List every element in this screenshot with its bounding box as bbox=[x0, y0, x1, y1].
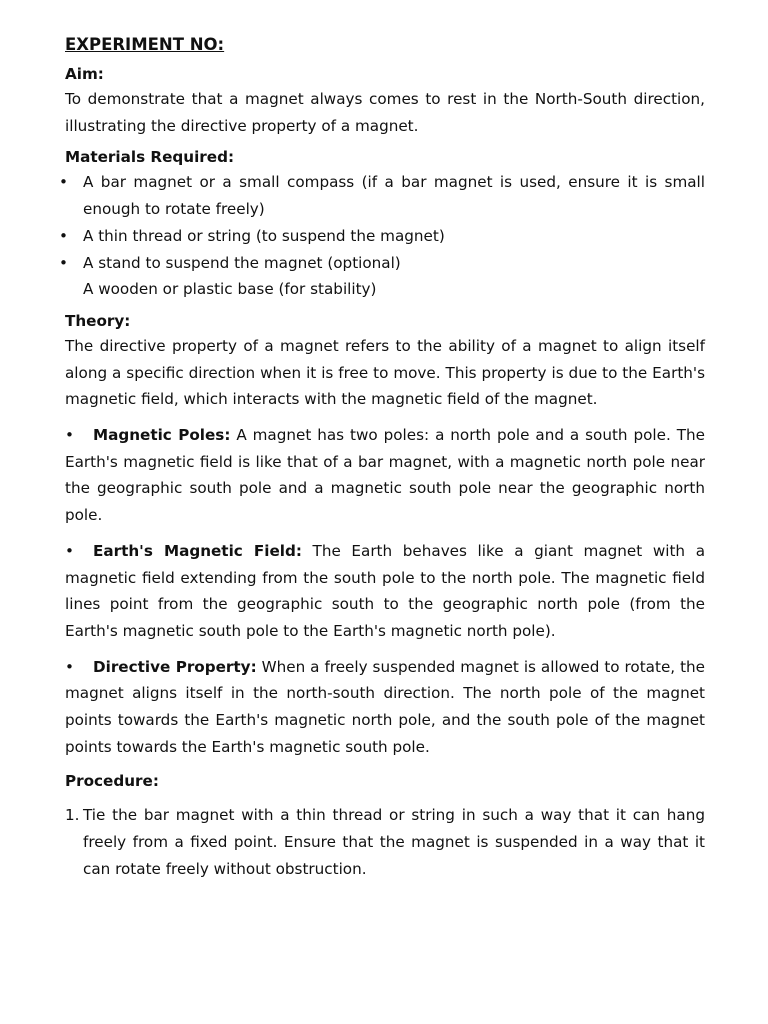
bullet-icon: • bbox=[59, 173, 68, 192]
procedure-heading: Procedure: bbox=[65, 772, 159, 791]
theory-point-magnetic-poles bbox=[65, 422, 705, 529]
theory-heading: Theory: bbox=[65, 311, 131, 330]
theory-point-label: Directive Property: bbox=[93, 657, 257, 676]
theory-point-text: A magnet has two poles: a north pole and a south pole. The Earth's magnetic field is like that of a bar magnet, with a magnetic north pole near the geographic south pole and a magnetic south pole near the geographic north pole. bbox=[65, 426, 705, 525]
materials-list bbox=[59, 169, 705, 303]
theory-point-text: When a freely suspended magnet is allowed to rotate, the magnet aligns itself in the north-south direction. The north pole of the magnet points towards the Earth's magnetic north pole, and the south pole of the magnet points towards the Earth's magnetic south pole. bbox=[65, 657, 706, 756]
theory-point-earths-magnetic-field bbox=[65, 538, 705, 645]
procedure-step bbox=[65, 802, 705, 882]
theory-point-text: The Earth behaves like a giant magnet with a magnetic field extending from the south pole to the north pole. The magnetic field lines point from the geographic south to the geographic north pole (from the Earth's magnetic south pole to the Earth's magnetic north pole). bbox=[65, 541, 705, 640]
theory-point-label: Earth's Magnetic Field: bbox=[93, 541, 302, 560]
materials-item: • A stand to suspend the magnet (optional) bbox=[65, 250, 705, 277]
theory-intro: The directive property of a magnet refers to the ability of a magnet to align itself along a specific direction when it is free to move. This property is due to the Earth's magnetic field, which interacts with the magnetic field of the magnet. bbox=[65, 336, 705, 409]
bullet-icon: • bbox=[65, 426, 74, 445]
step-text: Tie the bar magnet with a thin thread or string in such a way that it can hang freely from a fixed point. Ensure that the magnet is suspended in a way that it can rotate freely without obstruction. bbox=[83, 806, 705, 878]
step-number: 1. bbox=[65, 806, 80, 825]
aim-heading: Aim: bbox=[65, 65, 104, 83]
bullet-icon: • bbox=[59, 253, 68, 272]
bullet-icon: • bbox=[65, 541, 74, 560]
materials-item: A wooden or plastic base (for stability) bbox=[83, 280, 377, 299]
materials-item: • A bar magnet or a small compass (if a bar magnet is used, ensure it is small enough to rotate freely) bbox=[65, 169, 705, 222]
procedure-list bbox=[65, 802, 705, 882]
bullet-icon: • bbox=[65, 657, 74, 676]
bullet-icon: • bbox=[59, 226, 68, 245]
theory-point-directive-property bbox=[65, 654, 705, 761]
aim-text: To demonstrate that a magnet always comes to rest in the North-South direction, illustrating the directive property of a magnet. bbox=[65, 90, 705, 135]
materials-heading: Materials Required: bbox=[65, 148, 235, 167]
theory-point-label: Magnetic Poles: bbox=[93, 426, 231, 445]
experiment-title: EXPERIMENT NO: bbox=[65, 35, 225, 54]
materials-item: • A thin thread or string (to suspend the magnet) bbox=[65, 223, 705, 250]
